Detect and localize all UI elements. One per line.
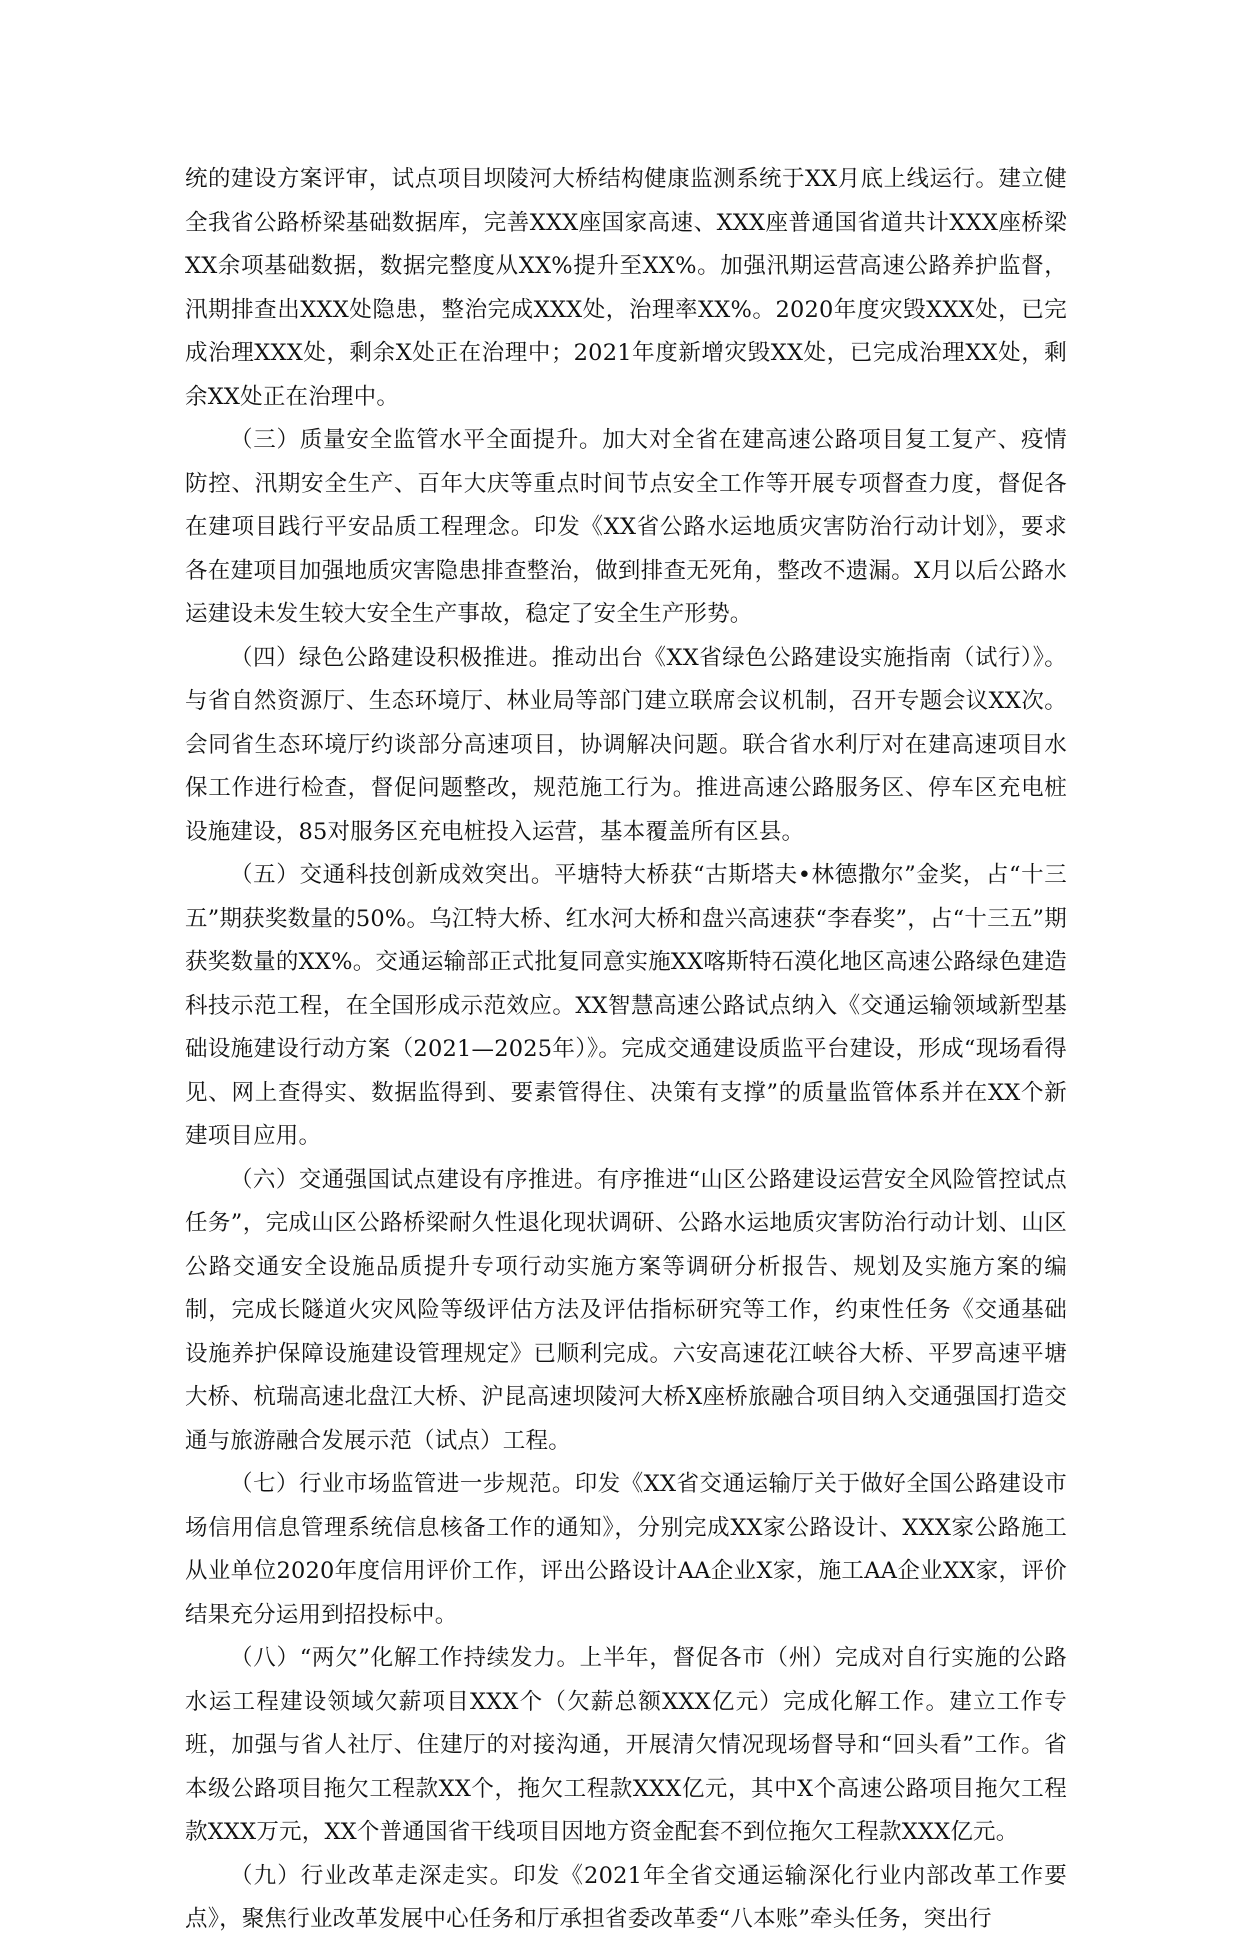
paragraph-section-7: （七）行业市场监管进一步规范。印发《XX省交通运输厅关于做好全国公路建设市场信用信息管理系统信息核备工作的通知》，分别完成XX家公路设计、XXX家公路施工从业单位2020年度信用评价工作，评出公路设计AA企业X家，施工AA企业XX家，评价结果充分运用到招投标中。 <box>185 1471 1067 1628</box>
paragraph-continued-1: 统的建设方案评审，试点项目坝陵河大桥结构健康监测系统于XX月底上线运行。建立健全我省公路桥梁基础数据库，完善XXX座国家高速、XXX座普通国省道共计XXX座桥梁XX余项基础数据，数据完整度从XX%提升至XX%。加强汛期运营高速公路养护监督，汛期排查出XXX处隐患，整治完成XXX处，治理率XX%。2020年度灾毁XXX处，已完成治理XXX处，剩余X处正在治理中；2021年度新增灾毁XX处，已完成治理XX处，剩余XX处正在治理中。 <box>185 166 1067 410</box>
paragraph-section-3: （三）质量安全监管水平全面提升。加大对全省在建高速公路项目复工复产、疫情防控、汛期安全生产、百年大庆等重点时间节点安全工作等开展专项督查力度，督促各在建项目践行平安品质工程理念。印发《XX省公路水运地质灾害防治行动计划》，要求各在建项目加强地质灾害隐患排查整治，做到排查无死角，整改不遗漏。X月以后公路水运建设未发生较大安全生产事故，稳定了安全生产形势。 <box>185 427 1067 627</box>
paragraph-section-8: （八）“两欠”化解工作持续发力。上半年，督促各市（州）完成对自行实施的公路水运工程建设领域欠薪项目XXX个（欠薪总额XXX亿元）完成化解工作。建立工作专班，加强与省人社厅、住建厅的对接沟通，开展清欠情况现场督导和“回头看”工作。省本级公路项目拖欠工程款XX个，拖欠工程款XXX亿元，其中X个高速公路项目拖欠工程款XXX万元，XX个普通国省干线项目因地方资金配套不到位拖欠工程款XXX亿元。 <box>185 1645 1067 1845</box>
document-body <box>185 158 1067 1942</box>
paragraph-section-5: （五）交通科技创新成效突出。平塘特大桥获“古斯塔夫•林德撒尔”金奖，占“十三五”期获奖数量的50%。乌江特大桥、红水河大桥和盘兴高速获“李春奖”，占“十三五”期获奖数量的XX%。交通运输部正式批复同意实施XX喀斯特石漠化地区高速公路绿色建造科技示范工程，在全国形成示范效应。XX智慧高速公路试点纳入《交通运输领域新型基础设施建设行动方案（2021—2025年）》。完成交通建设质监平台建设，形成“现场看得见、网上查得实、数据监得到、要素管得住、决策有支撑”的质量监管体系并在XX个新建项目应用。 <box>185 862 1068 1149</box>
paragraph-section-6: （六）交通强国试点建设有序推进。有序推进“山区公路建设运营安全风险管控试点任务”，完成山区公路桥梁耐久性退化现状调研、公路水运地质灾害防治行动计划、山区公路交通安全设施品质提升专项行动实施方案等调研分析报告、规划及实施方案的编制，完成长隧道火灾风险等级评估方法及评估指标研究等工作，约束性任务《交通基础设施养护保障设施建设管理规定》已顺利完成。六安高速花江峡谷大桥、平罗高速平塘大桥、杭瑞高速北盘江大桥、沪昆高速坝陵河大桥X座桥旅融合项目纳入交通强国打造交通与旅游融合发展示范（试点）工程。 <box>185 1166 1067 1454</box>
paragraph-section-9: （九）行业改革走深走实。印发《2021年全省交通运输深化行业内部改革工作要点》，聚焦行业改革发展中心任务和厅承担省委改革委“八本账”牵头任务，突出行 <box>185 1862 1067 1932</box>
paragraph-section-4: （四）绿色公路建设积极推进。推动出台《XX省绿色公路建设实施指南（试行）》。与省自然资源厅、生态环境厅、林业局等部门建立联席会议机制，召开专题会议XX次。会同省生态环境厅约谈部分高速项目，协调解决问题。联合省水利厅对在建高速项目水保工作进行检查，督促问题整改，规范施工行为。推进高速公路服务区、停车区充电桩设施建设，85对服务区充电桩投入运营，基本覆盖所有区县。 <box>185 644 1067 845</box>
